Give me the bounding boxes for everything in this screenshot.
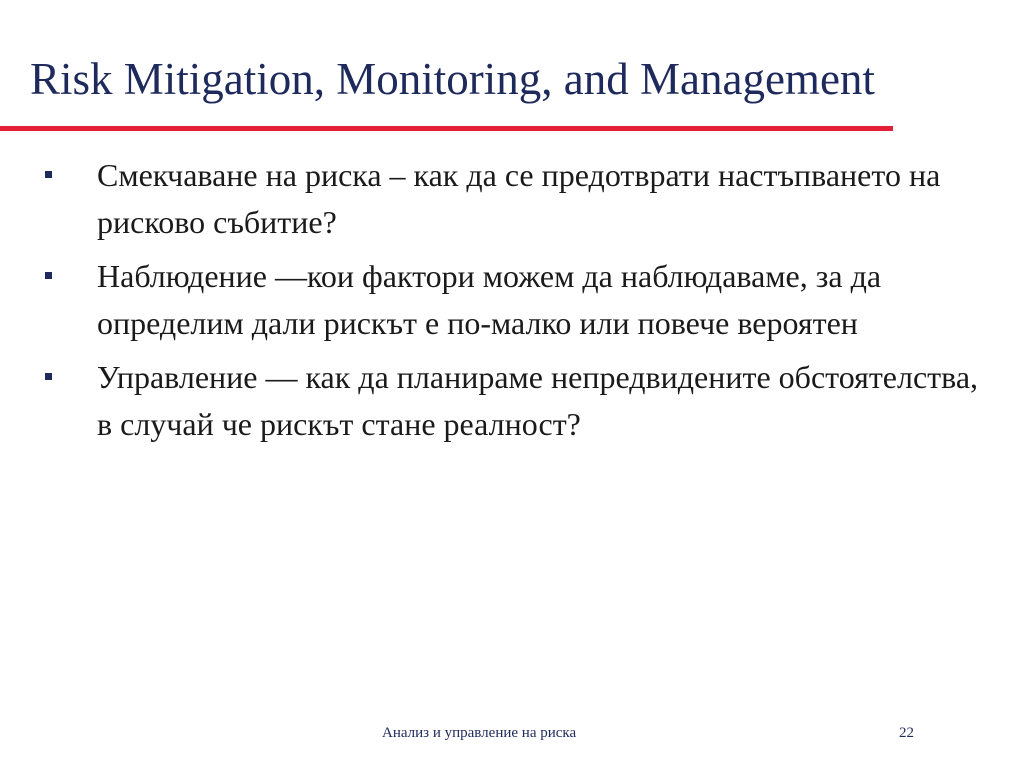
square-bullet-icon: [45, 272, 52, 279]
bullet-item-mitigation: [40, 152, 990, 246]
bullet-list: [40, 152, 990, 455]
bullet-item-monitoring: [40, 253, 990, 347]
title-underline: [0, 126, 893, 131]
square-bullet-icon: [45, 373, 52, 380]
slide-title: Risk Mitigation, Monitoring, and Management: [30, 54, 875, 104]
square-bullet-icon: [45, 171, 52, 178]
footer-text: Анализ и управление на риска: [382, 725, 577, 741]
page-number: 22: [899, 725, 914, 741]
bullet-item-management: [40, 354, 990, 448]
bullet-text: Наблюдение —кои фактори можем да наблюдаваме, за да определим дали рискът е по-малко или повече вероятен: [97, 258, 882, 341]
bullet-text: Управление — как да планираме непредвидените обстоятелства, в случай че рискът стане реалност?: [97, 359, 979, 442]
bullet-text: Смекчаване на риска – как да се предотврати настъпването на рисково събитие?: [97, 157, 941, 240]
